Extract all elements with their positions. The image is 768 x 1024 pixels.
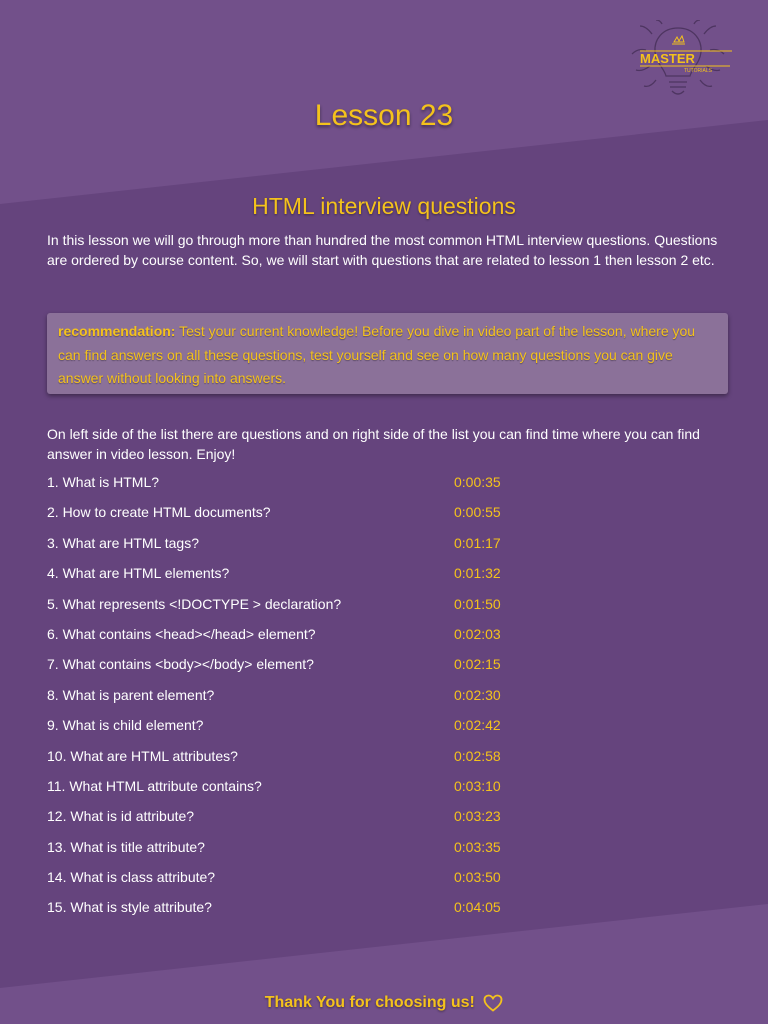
question-text: 7. What contains <body></body> element? [47,656,314,673]
logo-brand-top: MASTER [640,51,695,66]
list-item [47,624,727,654]
list-item [47,746,727,776]
question-text: 11. What HTML attribute contains? [47,777,262,794]
question-text: 10. What are HTML attributes? [47,747,238,764]
question-timestamp: 0:00:35 [454,474,501,490]
list-item [47,563,727,593]
intro-paragraph: In this lesson we will go through more than hundred the most common HTML interview questions. Questions are ordered by course content. So, we will start with questions that are related to lesson 1 then lesson 2 etc. [47,232,718,268]
list-item [47,533,727,563]
question-timestamp: 0:01:32 [454,565,501,582]
list-item [47,502,727,532]
lightbulb-logo [622,20,734,98]
list-item [47,594,727,624]
question-text: 5. What represents <!DOCTYPE > declaration? [47,595,342,612]
footer-thanks [0,994,768,1012]
question-text: 8. What is parent element? [47,686,215,703]
question-timestamp: 0:03:10 [454,777,501,794]
recommendation-text: Test your current knowledge! Before you dive in video part of the lesson, where you can find answers on all these questions, test yourself and see on how many questions you can give answer without looking into answers. [58,323,696,386]
list-item [47,715,727,745]
question-text: 14. What is class attribute? [47,869,216,886]
question-timestamp: 0:03:50 [454,869,501,886]
list-intro-paragraph: On left side of the list there are questions and on right side of the list you can find time where you can find answer in video lesson. Enjoy! [47,426,700,462]
thanks-text: Thank You for choosing us! [264,994,475,1011]
question-timestamp: 0:01:17 [454,534,501,551]
list-item [47,472,727,502]
page-subtitle: HTML interview questions [252,193,516,219]
list-item [47,685,727,715]
logo-brand-bottom: TUTORIALS [684,68,712,74]
list-item [47,897,727,927]
question-timestamp: 0:02:30 [454,686,501,703]
question-text: 9. What is child element? [47,717,204,734]
question-timestamp: 0:00:55 [454,504,501,521]
recommendation-callout [47,313,728,394]
question-text: 15. What is style attribute? [47,899,212,916]
question-timestamp: 0:03:35 [454,838,501,855]
heart-icon [483,994,503,1012]
list-item [47,654,727,684]
list-item [47,837,727,867]
list-item [47,776,727,806]
question-timestamp: 0:02:42 [454,717,501,734]
question-text: 2. How to create HTML documents? [47,504,271,521]
recommendation-label: recommendation: [58,323,176,339]
question-text: 12. What is id attribute? [47,808,195,825]
question-text: 4. What are HTML elements? [47,565,230,582]
question-text: 6. What contains <head></head> element? [47,625,316,642]
question-timestamp: 0:01:50 [454,595,501,612]
list-item [47,867,727,897]
question-timestamp: 0:04:05 [454,899,501,916]
question-timestamp: 0:03:23 [454,808,501,825]
question-timestamp: 0:02:58 [454,747,501,764]
page-title: Lesson 23 [314,99,454,132]
question-text: 1. What is HTML? [47,474,160,490]
question-timestamp: 0:02:03 [454,625,501,642]
question-text: 13. What is title attribute? [47,838,205,855]
question-text: 3. What are HTML tags? [47,534,199,551]
question-list [47,472,727,928]
question-timestamp: 0:02:15 [454,656,501,673]
list-item [47,806,727,836]
